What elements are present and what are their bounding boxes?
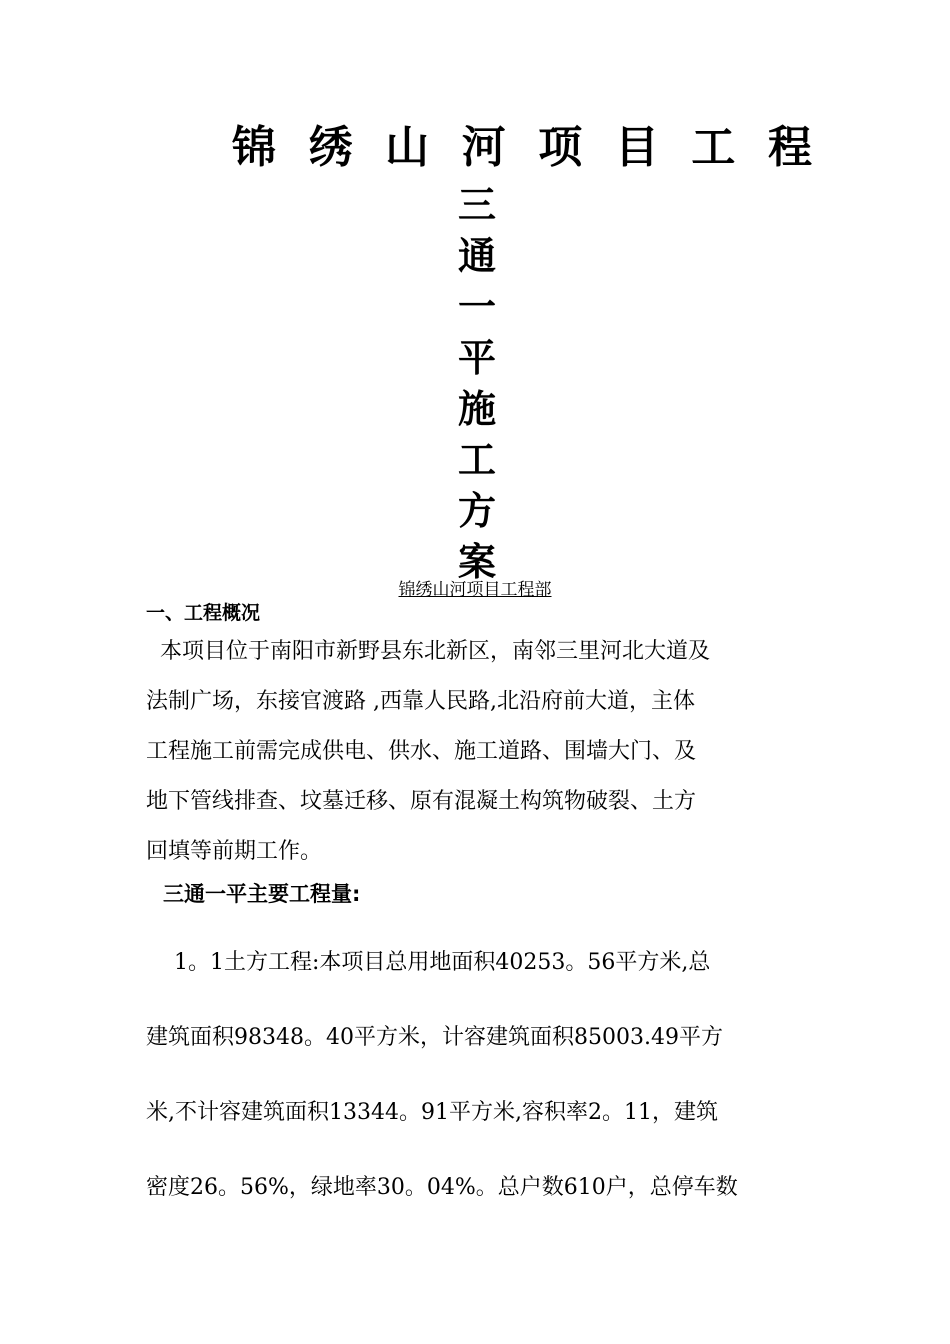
main-title-char: 山 (385, 122, 430, 173)
paragraph-line: 工程施工前需完成供电、供水、施工道路、围墙大门、及 (146, 739, 697, 764)
vertical-subtitle-char: 方 (457, 489, 496, 533)
main-title-char: 工 (691, 122, 736, 173)
main-title-char: 目 (614, 122, 659, 173)
paragraph-line: 回填等前期工作。 (146, 839, 323, 864)
paragraph-line: 法制广场，东接官渡路 ,西靠人民路,北沿府前大道，主体 (146, 689, 695, 714)
section-heading-overview: 一、工程概况 (146, 602, 261, 624)
main-title-char: 绣 (308, 122, 353, 173)
main-title (232, 120, 812, 176)
paragraph-line: 1。1土方工程:本项目总用地面积40253。56平方米,总 (146, 950, 711, 975)
vertical-subtitle-char: 工 (457, 438, 496, 482)
section-heading-quantities: 三通一平主要工程量: (163, 882, 361, 906)
vertical-subtitle (456, 180, 498, 588)
overview-paragraph (146, 627, 806, 877)
paragraph-line: 密度26。56%，绿地率30。04%。总户数610户，总停车数 (146, 1175, 738, 1200)
quantities-paragraph (146, 925, 810, 1225)
vertical-subtitle-char: 案 (457, 540, 496, 584)
paragraph-line: 建筑面积98348。40平方米，计容建筑面积85003.49平方 (146, 1025, 723, 1050)
paragraph-line: 地下管线排查、坟墓迁移、原有混凝土构筑物破裂、土方 (146, 789, 697, 814)
vertical-subtitle-char: 三 (457, 183, 496, 227)
vertical-subtitle-char: 通 (457, 234, 496, 278)
department-name: 锦绣山河项目工程部 (398, 580, 552, 600)
paragraph-line: 米,不计容建筑面积13344。91平方米,容积率2。11，建筑 (146, 1100, 718, 1125)
main-title-char: 项 (538, 122, 583, 173)
vertical-subtitle-char: 施 (457, 387, 496, 431)
main-title-char: 河 (461, 122, 506, 173)
vertical-subtitle-char: 一 (457, 285, 496, 329)
main-title-char: 程 (767, 122, 812, 173)
vertical-subtitle-char: 平 (457, 336, 496, 380)
paragraph-line: 本项目位于南阳市新野县东北新区，南邻三里河北大道及 (146, 639, 710, 664)
main-title-char: 锦 (232, 122, 276, 173)
